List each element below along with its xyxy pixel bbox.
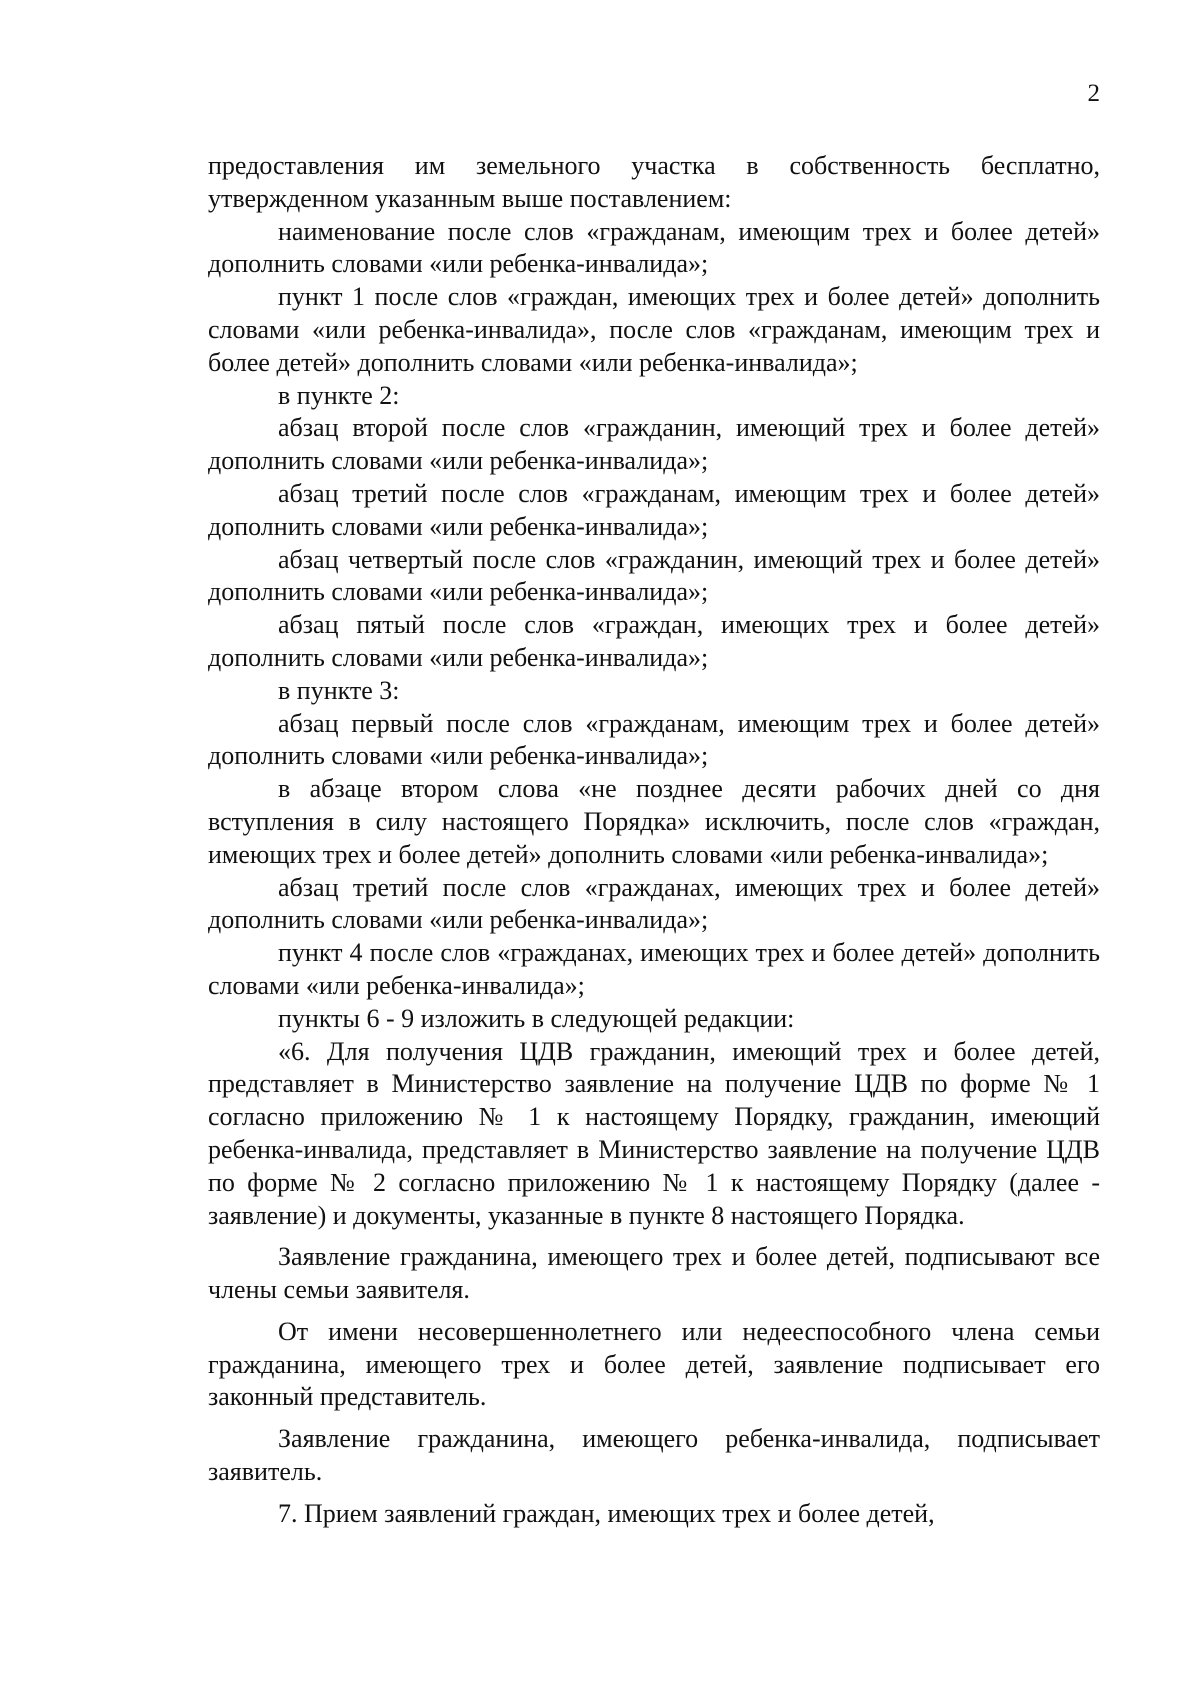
paragraph-item-2-abz-4: абзац четвертый после слов «гражданин, имеющий трех и более детей» дополнить словами «или ребенка-инвалида»;	[208, 544, 1100, 607]
paragraph-title-amendment: наименование после слов «гражданам, имеющим трех и более детей» дополнить словами «или ребенка-инвалида»;	[208, 216, 1100, 279]
paragraph-item-2-abz-2: абзац второй после слов «гражданин, имеющий трех и более детей» дополнить словами «или ребенка-инвалида»;	[208, 413, 1100, 476]
paragraph-item-1-amendment: пункт 1 после слов «граждан, имеющих трех и более детей» дополнить словами «или ребенка-инвалида», после слов «гражданам, имеющим трех и более детей» дополнить словами «или ребенка-инвалида»;	[208, 282, 1100, 377]
paragraph-item-3-abz-1: абзац первый после слов «гражданам, имеющим трех и более детей» дополнить словами «или ребенка-инвалида»;	[208, 708, 1100, 771]
page-number: 2	[1087, 80, 1100, 107]
paragraph-item-3-abz-2: в абзаце втором слова «не позднее десяти рабочих дней со дня вступления в силу настоящего Порядка» исключить, после слов «граждан, имеющих трех и более детей» дополнить словами «или ребенка-инвалида»;	[208, 774, 1100, 869]
paragraph-item-2-abz-5: абзац пятый после слов «граждан, имеющих трех и более детей» дополнить словами «или ребенка-инвалида»;	[208, 610, 1100, 672]
paragraph-item-3-heading: в пункте 3:	[278, 675, 400, 705]
paragraph-new-item-6: «6. Для получения ЦДВ гражданин, имеющий трех и более детей, представляет в Министерство заявление на получение ЦДВ по форме № 1 согласно приложению № 1 к настоящему Порядку, гражданин, имеющий ребенка-инвалида, представляет в Министерство заявление на получение ЦДВ по форме № 2 согласно приложению № 1 к настоящему Порядку (далее - заявление) и документы, указанные в пункте 8 настоящего Порядка.	[208, 1036, 1100, 1230]
paragraph-continuation: предоставления им земельного участка в собственность бесплатно, утвержденном указанным выше поставлением:	[208, 151, 1100, 213]
paragraph-items-6-9-heading: пункты 6 - 9 изложить в следующей редакции:	[278, 1003, 795, 1033]
paragraph-legal-representative: От имени несовершеннолетнего или недееспособного члена семьи гражданина, имеющего трех и более детей, заявление подписывает его законный представитель.	[208, 1316, 1100, 1412]
paragraph-item-2-abz-3: абзац третий после слов «гражданам, имеющим трех и более детей» дополнить словами «или ребенка-инвалида»;	[208, 478, 1100, 541]
paragraph-signature-applicant: Заявление гражданина, имеющего ребенка-инвалида, подписывает заявитель.	[208, 1424, 1100, 1487]
paragraph-item-2-heading: в пункте 2:	[278, 380, 400, 410]
paragraph-signature-family: Заявление гражданина, имеющего трех и более детей, подписывают все члены семьи заявителя.	[208, 1242, 1100, 1305]
paragraph-item-7-start: 7. Прием заявлений граждан, имеющих трех и более детей,	[278, 1498, 935, 1528]
paragraph-item-4-amendment: пункт 4 после слов «гражданах, имеющих трех и более детей» дополнить словами «или ребенка-инвалида»;	[208, 938, 1100, 1000]
paragraph-item-3-abz-3: абзац третий после слов «гражданах, имеющих трех и более детей» дополнить словами «или ребенка-инвалида»;	[208, 872, 1100, 935]
document-body	[208, 150, 1100, 1531]
